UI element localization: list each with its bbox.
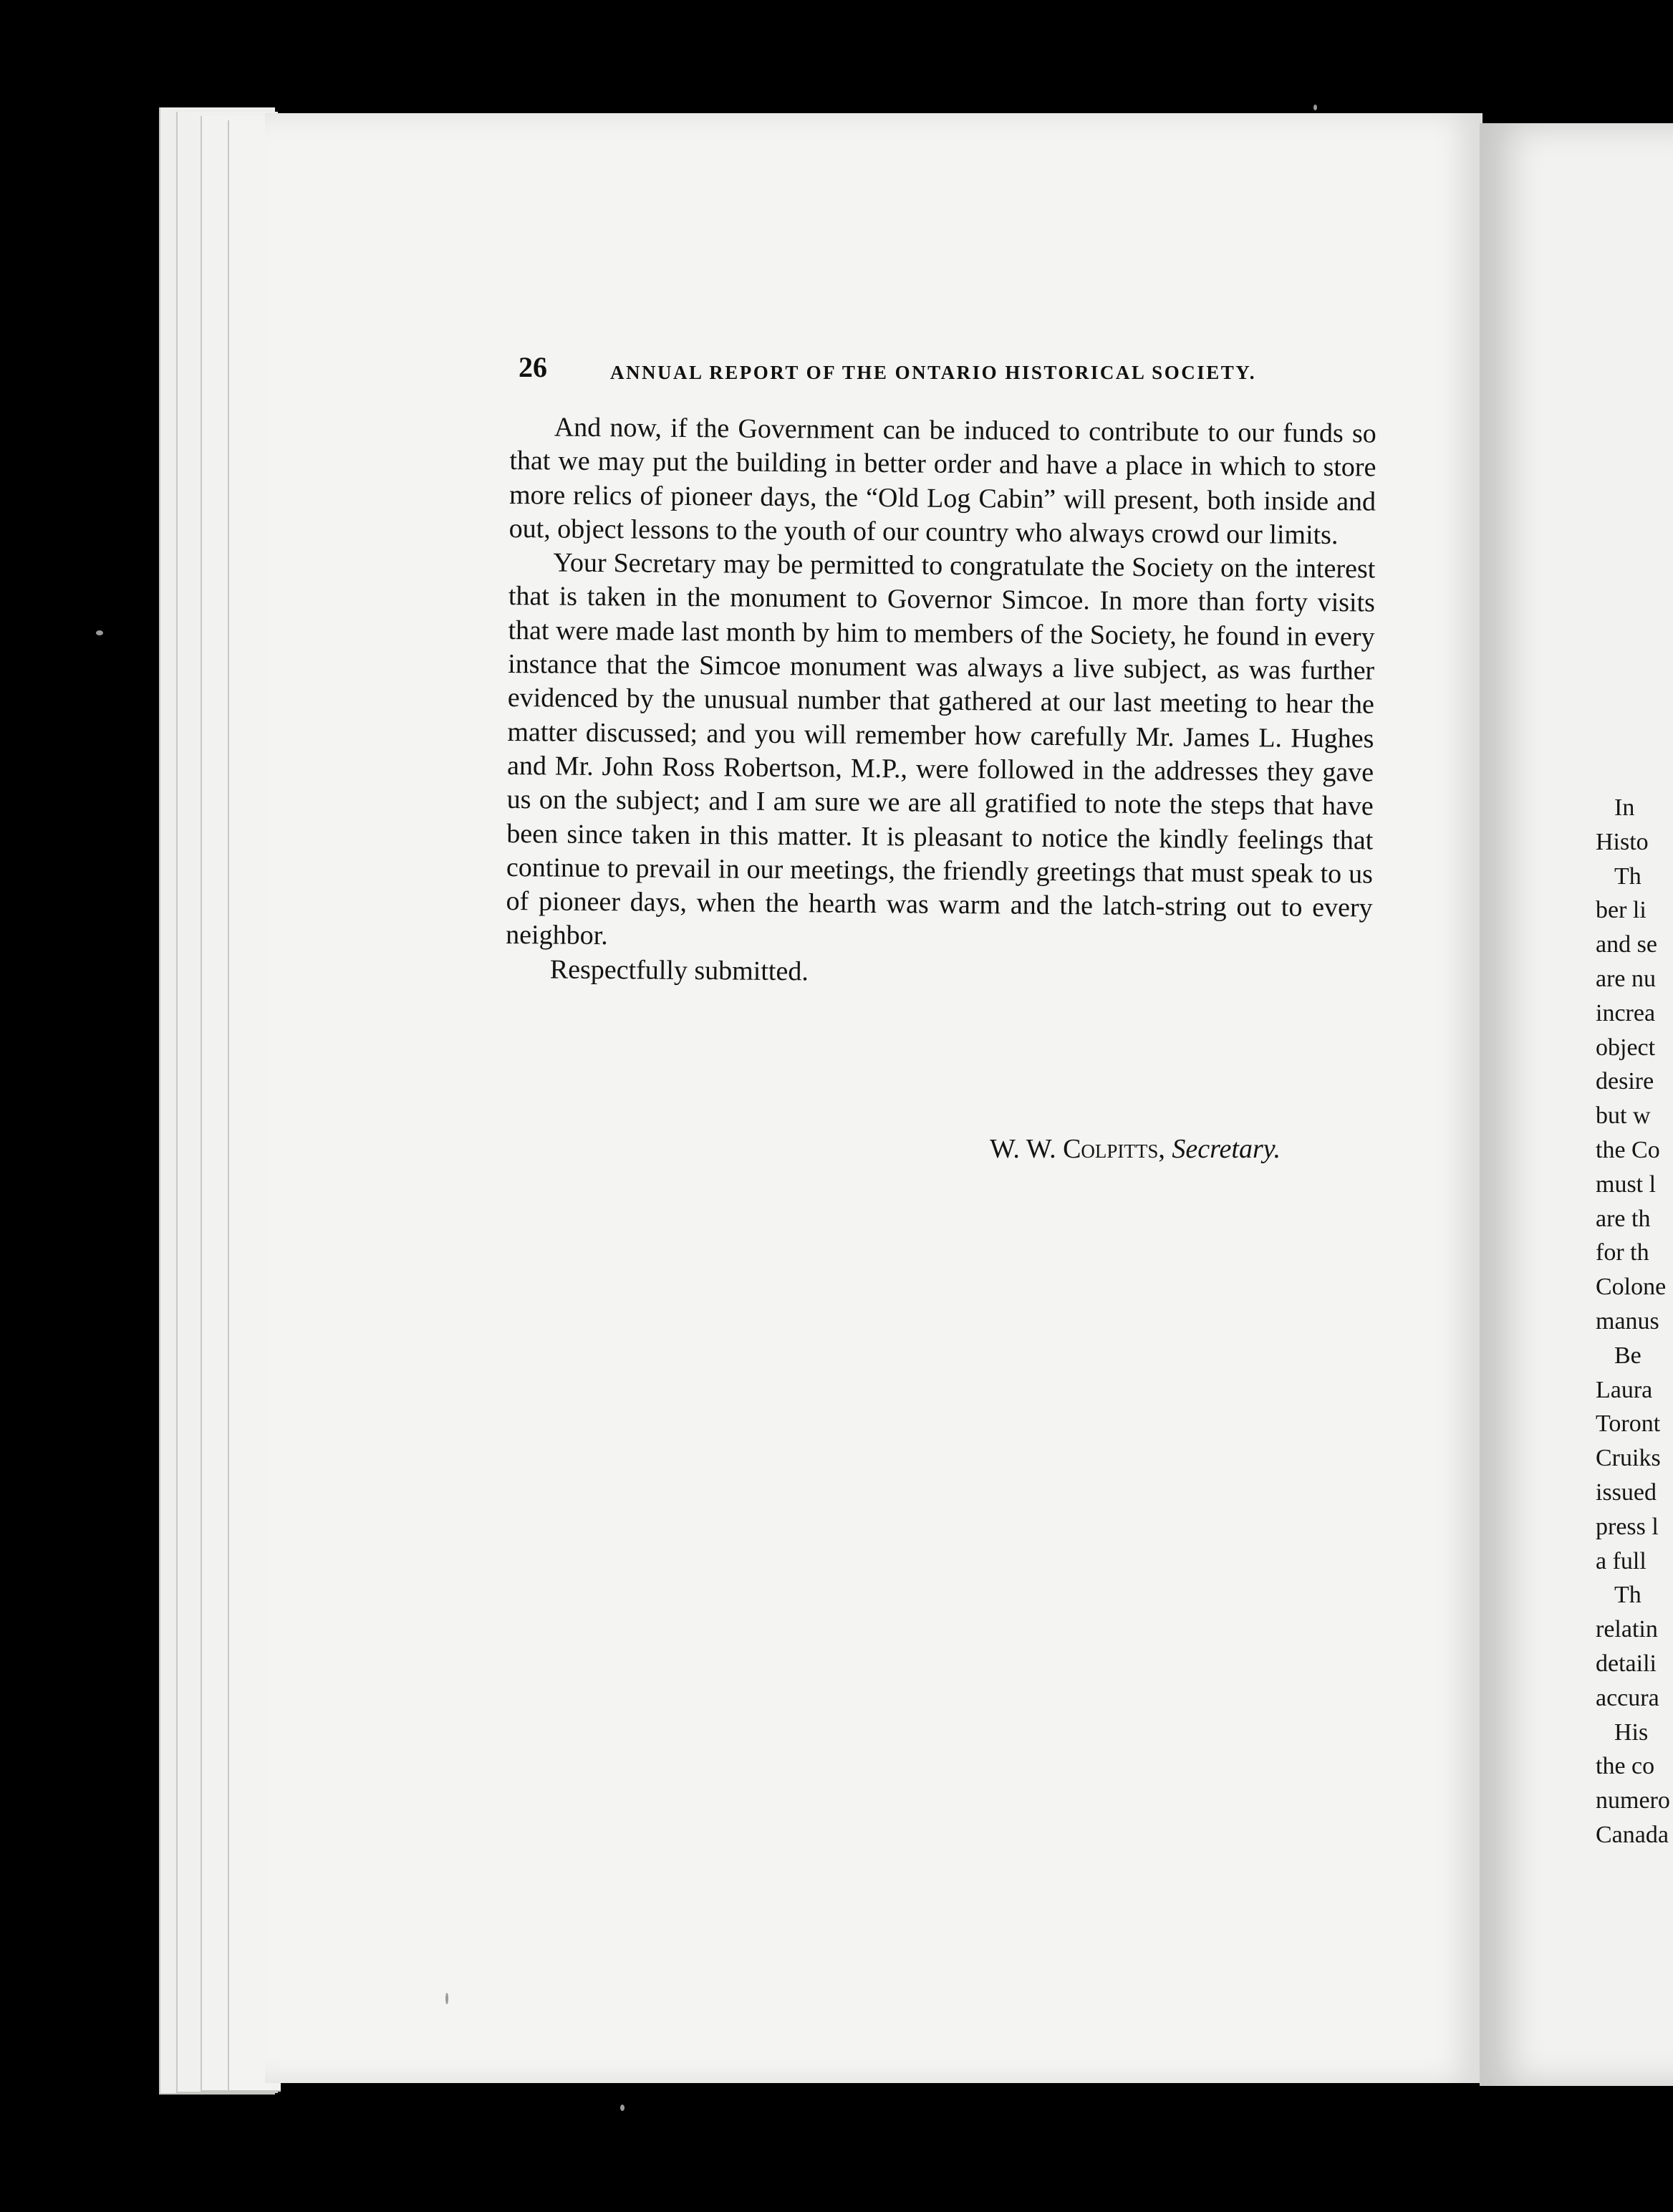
- dust-speck: [1313, 105, 1317, 110]
- facing-line: but w: [1596, 1102, 1651, 1130]
- facing-line: In: [1614, 794, 1635, 821]
- facing-line: the co: [1596, 1753, 1655, 1780]
- facing-line: Th: [1614, 862, 1641, 890]
- facing-line: are th: [1596, 1205, 1651, 1232]
- page-number: 26: [519, 351, 547, 383]
- facing-line: desire: [1596, 1068, 1654, 1095]
- facing-line: issued: [1596, 1478, 1657, 1506]
- facing-line: Canada: [1596, 1821, 1669, 1848]
- facing-line: manus: [1596, 1307, 1659, 1335]
- facing-line: His: [1614, 1718, 1649, 1746]
- left-page: [265, 113, 1482, 2083]
- facing-line: Toront: [1596, 1410, 1661, 1438]
- page-header: [519, 351, 1324, 392]
- paragraph: And now, if the Government can be induced to contribute to our funds so that we may put the building in better order and have a place in which to store more relics of pioneer days, the “Old Log Cabin” will present, both inside and out, object lessons to the youth of our country who always crowd our limits.: [508, 412, 1377, 550]
- facing-line: are nu: [1596, 965, 1657, 992]
- facing-line: Be: [1614, 1342, 1641, 1369]
- facing-line: detaili: [1596, 1650, 1657, 1677]
- facing-line: Th: [1614, 1582, 1641, 1609]
- facing-line: ber li: [1596, 897, 1647, 924]
- paragraph: Your Secretary may be permitted to congratulate the Society on the interest that is taken in the monument to Governor Simcoe. In more than forty visits that were made last month by him to members of the Society, he found in every instance that the Simcoe monument was always a live subject, as was further evidenced by the unusual number that gathered at our last meeting to hear the matter discussed; and you will remember how carefully Mr. James L. Hughes and Mr. John Ross Robertson, M.P., were followed in the addresses they gave us on the subject; and I am sure we are all gratified to note the steps that have been since taken in this matter. It is pleasant to notice the kindly feelings that continue to prevail in our meetings, the friendly greetings that must speak to us of pioneer days, when the hearth was warm and the latch-string out to every neighbor.: [506, 547, 1376, 951]
- dust-speck: [445, 1993, 448, 2004]
- facing-line: object: [1596, 1034, 1656, 1061]
- dust-speck: [620, 2105, 625, 2111]
- facing-line: Cruiks: [1596, 1445, 1661, 1472]
- facing-line: numero: [1596, 1787, 1670, 1814]
- facing-line: and se: [1596, 931, 1657, 958]
- facing-line: relatin: [1596, 1616, 1658, 1643]
- closing-line: Respectfully submitted.: [549, 954, 809, 987]
- facing-line: a full: [1596, 1547, 1647, 1574]
- facing-line: Laura: [1596, 1376, 1653, 1403]
- facing-line: must l: [1596, 1170, 1657, 1198]
- facing-line: increa: [1596, 999, 1656, 1026]
- dust-speck: [96, 630, 103, 635]
- facing-line: Colone: [1596, 1274, 1667, 1301]
- signature: [990, 1133, 1281, 1165]
- signature-name: W. W. Colpitts,: [990, 1134, 1165, 1164]
- report-text: [506, 410, 1377, 994]
- facing-page-text: [1596, 791, 1673, 1852]
- facing-line: press l: [1596, 1513, 1659, 1540]
- facing-line: accura: [1596, 1684, 1659, 1711]
- running-head: ANNUAL REPORT OF THE ONTARIO HISTORICAL SOCIETY.: [610, 362, 1256, 383]
- signature-title: Secretary.: [1172, 1134, 1281, 1164]
- facing-line: the Co: [1596, 1136, 1660, 1163]
- facing-line: for th: [1596, 1239, 1649, 1266]
- facing-line: Histo: [1596, 828, 1649, 855]
